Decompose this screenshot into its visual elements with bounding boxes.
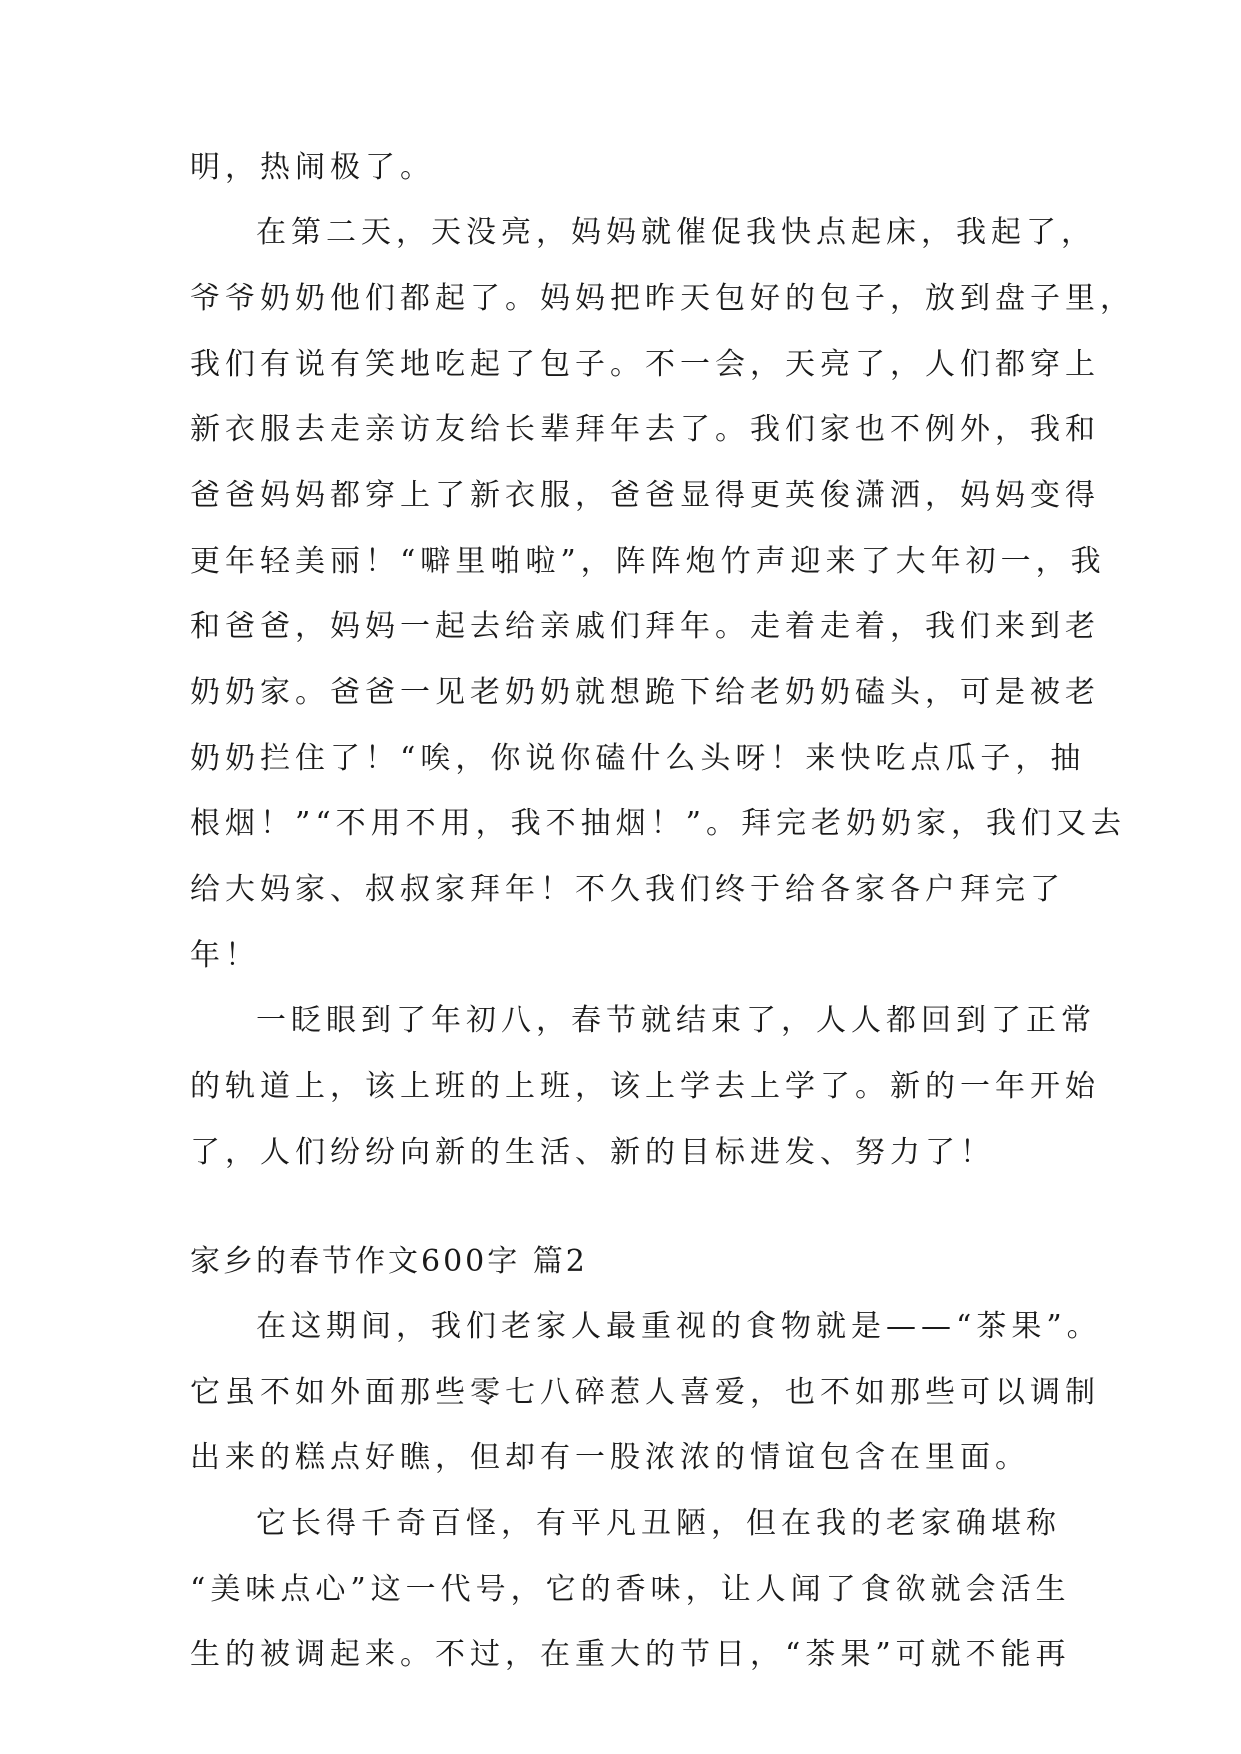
- text-line: 出来的糕点好瞧，但却有一股浓浓的情谊包含在里面。: [190, 1440, 1030, 1475]
- text-line: 生的被调起来。不过，在重大的节日，“茶果”可就不能再: [190, 1637, 1071, 1672]
- text-line: 奶奶家。爸爸一见老奶奶就想跪下给老奶奶磕头，可是被老: [190, 675, 1100, 710]
- text-line: 更年轻美丽！“噼里啪啦”，阵阵炮竹声迎来了大年初一，我: [190, 544, 1106, 579]
- paragraph-start: 一眨眼到了年初八，春节就结束了，人人都回到了正常: [256, 1003, 1096, 1038]
- text-line: 和爸爸，妈妈一起去给亲戚们拜年。走着走着，我们来到老: [190, 609, 1100, 644]
- text-line: 爷爷奶奶他们都起了。妈妈把昨天包好的包子，放到盘子里，: [190, 281, 1135, 316]
- paragraph-start: 它长得千奇百怪，有平凡丑陋，但在我的老家确堪称: [256, 1506, 1061, 1541]
- text-line: 年！: [190, 938, 260, 973]
- text-line: 的轨道上，该上班的上班，该上学去上学了。新的一年开始: [190, 1069, 1100, 1104]
- text-line: 新衣服去走亲访友给长辈拜年去了。我们家也不例外，我和: [190, 412, 1100, 447]
- text-line: “美味点心”这一代号，它的香味，让人闻了食欲就会活生: [190, 1572, 1071, 1607]
- paragraph-start: 在这期间，我们老家人最重视的食物就是——“茶果”。: [256, 1309, 1102, 1344]
- paragraph-start: 在第二天，天没亮，妈妈就催促我快点起床，我起了，: [256, 215, 1096, 250]
- text-line: 它虽不如外面那些零七八碎惹人喜爱，也不如那些可以调制: [190, 1375, 1100, 1410]
- text-line: 给大妈家、叔叔家拜年！不久我们终于给各家各户拜完了: [190, 872, 1065, 907]
- text-line: 根烟！”“不用不用，我不抽烟！”。拜完老奶奶家，我们又去: [190, 806, 1127, 841]
- text-line: 了，人们纷纷向新的生活、新的目标进发、努力了！: [190, 1135, 995, 1170]
- text-line: 爸爸妈妈都穿上了新衣服，爸爸显得更英俊潇洒，妈妈变得: [190, 478, 1100, 513]
- text-line: 明，热闹极了。: [190, 150, 435, 185]
- text-line: 奶奶拦住了！“唉，你说你磕什么头呀！来快吃点瓜子，抽: [190, 741, 1086, 776]
- section-heading: 家乡的春节作文600字 篇2: [190, 1244, 588, 1279]
- text-line: 我们有说有笑地吃起了包子。不一会，天亮了，人们都穿上: [190, 347, 1100, 382]
